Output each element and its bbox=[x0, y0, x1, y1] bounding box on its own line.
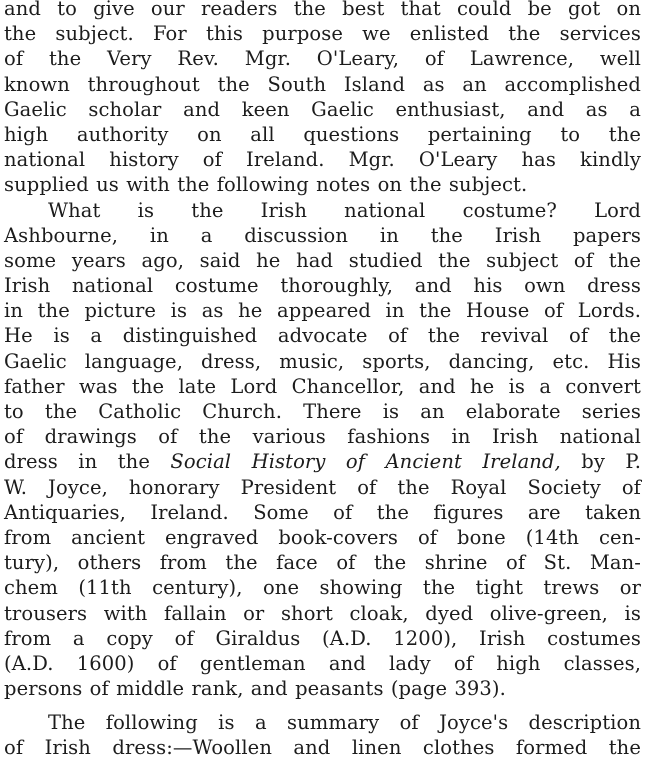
paragraph-costume bbox=[4, 198, 641, 702]
text-line: What is the Irish national costume? Lord bbox=[48, 198, 641, 222]
text-line: W. Joyce, honorary President of the Royal Society of bbox=[4, 475, 641, 499]
text-line: He is a distinguished advocate of the revival of the bbox=[4, 324, 641, 348]
text-fragment: dress in the bbox=[4, 450, 171, 474]
text-line: in the picture is as he appeared in the House of Lords. bbox=[4, 299, 641, 323]
text-line: Irish national costume thoroughly, and his own dress bbox=[4, 274, 641, 298]
text-line: father was the late Lord Chancellor, and he is a convert bbox=[4, 374, 641, 398]
text-line: supplied us with the following notes on the subject. bbox=[4, 173, 528, 197]
text-line: chem (11th century), one showing the tight trews or bbox=[4, 576, 641, 600]
text-line: known throughout the South Island as an accomplished bbox=[4, 72, 641, 96]
paragraph-summary bbox=[4, 710, 641, 760]
text-fragment: by P. bbox=[560, 450, 641, 474]
text-line: Gaelic language, dress, music, sports, dancing, etc. His bbox=[4, 349, 641, 373]
text-line: and to give our readers the best that could be got on bbox=[4, 0, 641, 20]
text-line: the subject. For this purpose we enlisted the services bbox=[4, 22, 641, 46]
text-line: tury), others from the face of the shrine of St. Man- bbox=[4, 551, 641, 575]
text-line: persons of middle rank, and peasants (page 393). bbox=[4, 677, 506, 701]
text-line: Antiquaries, Ireland. Some of the figures are taken bbox=[4, 500, 641, 524]
text-line: national history of Ireland. Mgr. O'Leary has kindly bbox=[4, 148, 641, 172]
text-line-book-title bbox=[4, 449, 641, 474]
text-line: (A.D. 1600) of gentleman and lady of high classes, bbox=[4, 651, 641, 675]
text-line: trousers with fallain or short cloak, dyed olive-green, is bbox=[4, 601, 641, 625]
book-title: Social History of Ancient Ireland, bbox=[170, 450, 561, 474]
text-line: Gaelic scholar and keen Gaelic enthusiast, and as a bbox=[4, 97, 641, 121]
text-line: The following is a summary of Joyce's description bbox=[48, 711, 641, 735]
text-line: some years ago, said he had studied the subject of the bbox=[4, 248, 641, 272]
text-line: Ashbourne, in a discussion in the Irish papers bbox=[4, 223, 641, 247]
text-line: from a copy of Giraldus (A.D. 1200), Irish costumes bbox=[4, 626, 641, 650]
text-line: from ancient engraved book-covers of bone (14th cen- bbox=[4, 525, 641, 549]
text-line: high authority on all questions pertaining to the bbox=[4, 122, 641, 146]
text-line: to the Catholic Church. There is an elaborate series bbox=[4, 400, 641, 423]
text-line: of drawings of the various fashions in Irish national bbox=[4, 425, 641, 449]
article-column bbox=[4, 0, 641, 761]
text-line: of the Very Rev. Mgr. O'Leary, of Lawrence, well bbox=[4, 47, 641, 71]
text-line: of Irish dress:—Woollen and linen clothes formed the bbox=[4, 736, 641, 760]
paragraph-intro bbox=[4, 0, 641, 198]
